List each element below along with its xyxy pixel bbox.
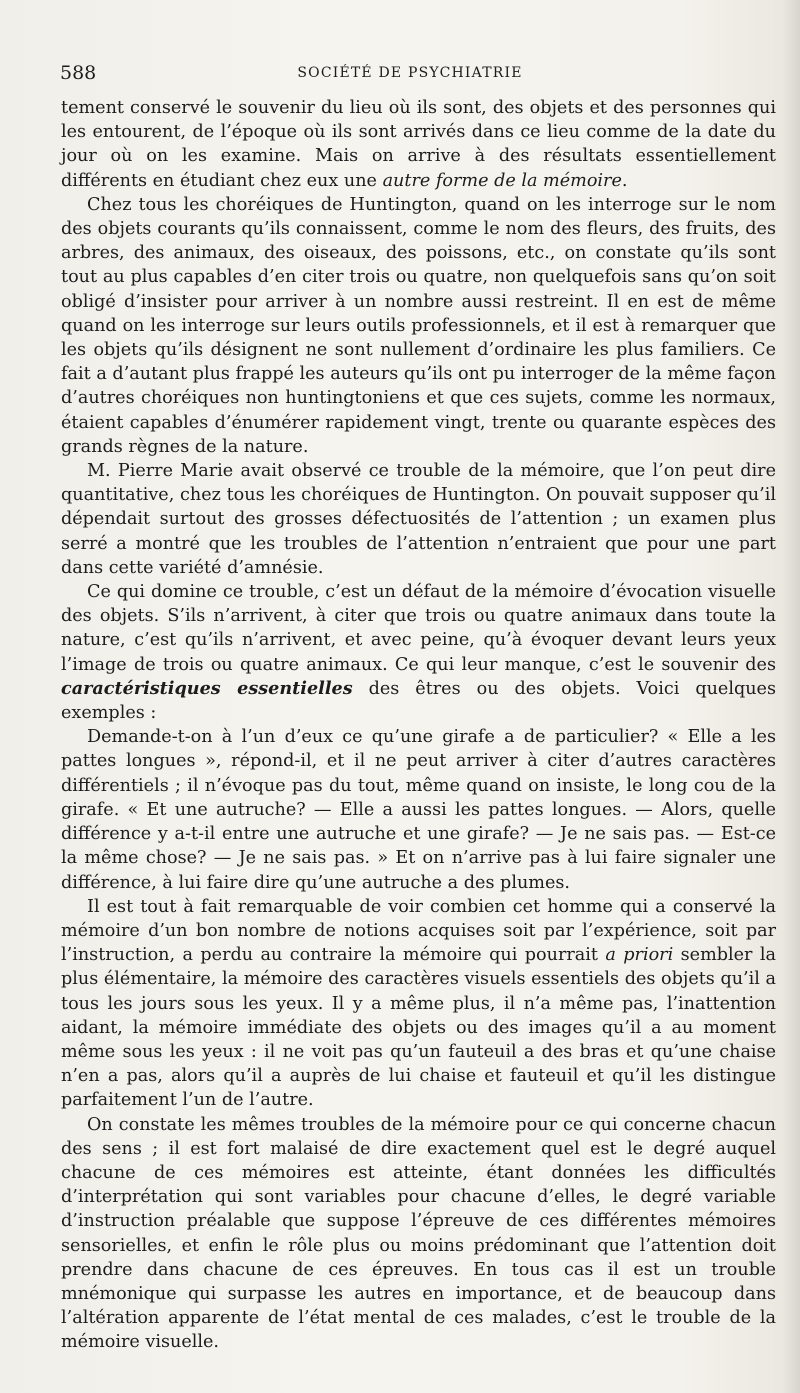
- paragraph-6: [61, 895, 776, 1113]
- body-text: [61, 96, 776, 1355]
- paragraph-6-end: sembler la plus élémentaire, la mémoire des caractères visuels essentiels des objets qu’il a tous les jours sous les yeux. Il y a même plus, il n’a même pas, l’inattention aidant, la mémoire immédiate des objets ou des images qu’il a au moment même sous les yeux : il ne voit pas qu’un fauteuil a des bras et qu’une chaise n’en a pas, alors qu’il a auprès de lui chaise et fauteuil et qu’il les distingue parfaitement l’un de l’autre.: [61, 945, 777, 1111]
- paragraph-4-text: Ce qui domine ce trouble, c’est un défaut de la mémoire d’évocation visuelle des objets. S’ils n’arrivent, à citer que trois ou quatre animaux dans toute la nature, c’est qu’ils n’arrivent, et avec peine, qu’à évoquer devant leurs yeux l’image de trois ou quatre animaux. Ce qui leur manque, c’est le souvenir des: [61, 582, 776, 675]
- emphasis-a-priori: a priori: [605, 945, 674, 966]
- paragraph-7: On constate les mêmes troubles de la mémoire pour ce qui concerne chacun des sens ; il est fort malaisé de dire exactement quel est le degré auquel chacune de ces mémoires est atteinte, étant données les difficultés d’interprétation qui sont variables pour chacune d’elles, le degré variable d’instruction préalable que suppose l’épreuve de ces différentes mémoires sensorielles, et enfin le rôle plus ou moins prédominant que l’attention doit prendre dans chacune de ces épreuves. En tous cas il est un trouble mnémonique qui surpasse les autres en importance, et de beaucoup dans l’altération apparente de l’état mental de ces malades, c’est le trouble de la mémoire visuelle.: [61, 1114, 776, 1353]
- running-head: SOCIÉTÉ DE PSYCHIATRIE: [297, 65, 523, 81]
- paragraph-3: M. Pierre Marie avait observé ce trouble de la mémoire, que l’on peut dire quantitative, chez tous les choréiques de Huntington. On pouvait supposer qu’il dépendait surtout des grosses défectuosités de l’attention ; un examen plus serré a montré que les troubles de l’attention n’entraient que pour une part dans cette variété d’amnésie.: [61, 461, 776, 578]
- page-header: [60, 62, 760, 86]
- paragraph-1-text: tement conservé le souvenir du lieu où ils sont, des objets et des personnes qui les entourent, de l’époque où ils sont arrivés dans ce lieu comme de la date du jour où on les examine. Mais on arrive à des résultats essentiellement différents en étudiant chez eux une: [61, 98, 776, 191]
- emphasis-autre-forme: autre forme de la mémoire: [382, 170, 622, 191]
- page-number: 588: [60, 62, 97, 84]
- paragraph-4: [61, 580, 776, 725]
- paragraph-2: Chez tous les choréiques de Huntington, quand on les interroge sur le nom des objets courants qu’ils connaissent, comme le nom des fleurs, des fruits, des arbres, des animaux, des oiseaux, des poissons, etc., on constate qu’ils sont tout au plus capables d’en citer trois ou quatre, non quelquefois sans qu’on soit obligé d’insister pour arriver à un nombre aussi restreint. Il en est de même quand on les interroge sur leurs outils professionnels, et il est à remarquer que les objets qu’ils désignent ne sont nullement d’ordinaire les plus familiers. Ce fait a d’autant plus frappé les auteurs qu’ils ont pu interroger de la même façon d’autres choréiques non huntingtoniens et que ces sujets, comme les normaux, étaient capables d’énumérer rapidement vingt, trente ou quarante espèces des grands règnes de la nature.: [61, 194, 776, 457]
- paragraph-1-end: .: [621, 170, 628, 191]
- paragraph-6-text: Il est tout à fait remarquable de voir combien cet homme qui a conservé la mémoire d’un bon nombre de notions acquises soit par l’expérience, soit par l’instruction, a perdu au contraire la mémoire qui pourrait: [61, 896, 776, 966]
- paragraph-1: [61, 96, 776, 193]
- emphasis-caracteristiques: caractéristiques essentielles: [61, 677, 353, 699]
- page-edge-shadow: [782, 0, 800, 1393]
- paragraph-5: Demande-t-on à l’un d’eux ce qu’une girafe a de particulier? « Elle a les pattes longues », répond-il, et il ne peut arriver à citer d’autres caractères différentiels ; il n’évoque pas du tout, même quand on insiste, le long cou de la girafe. « Et une autruche? — Elle a aussi les pattes longues. — Alors, quelle différence y a-t-il entre une autruche et une girafe? — Je ne sais pas. — Est-ce la même chose? — Je ne sais pas. » Et on n’arrive pas à lui faire signaler une différence, à lui faire dire qu’une autruche a des plumes.: [61, 727, 776, 893]
- paragraph-4-end: des êtres ou des objets. Voici quelques exemples :: [61, 678, 776, 724]
